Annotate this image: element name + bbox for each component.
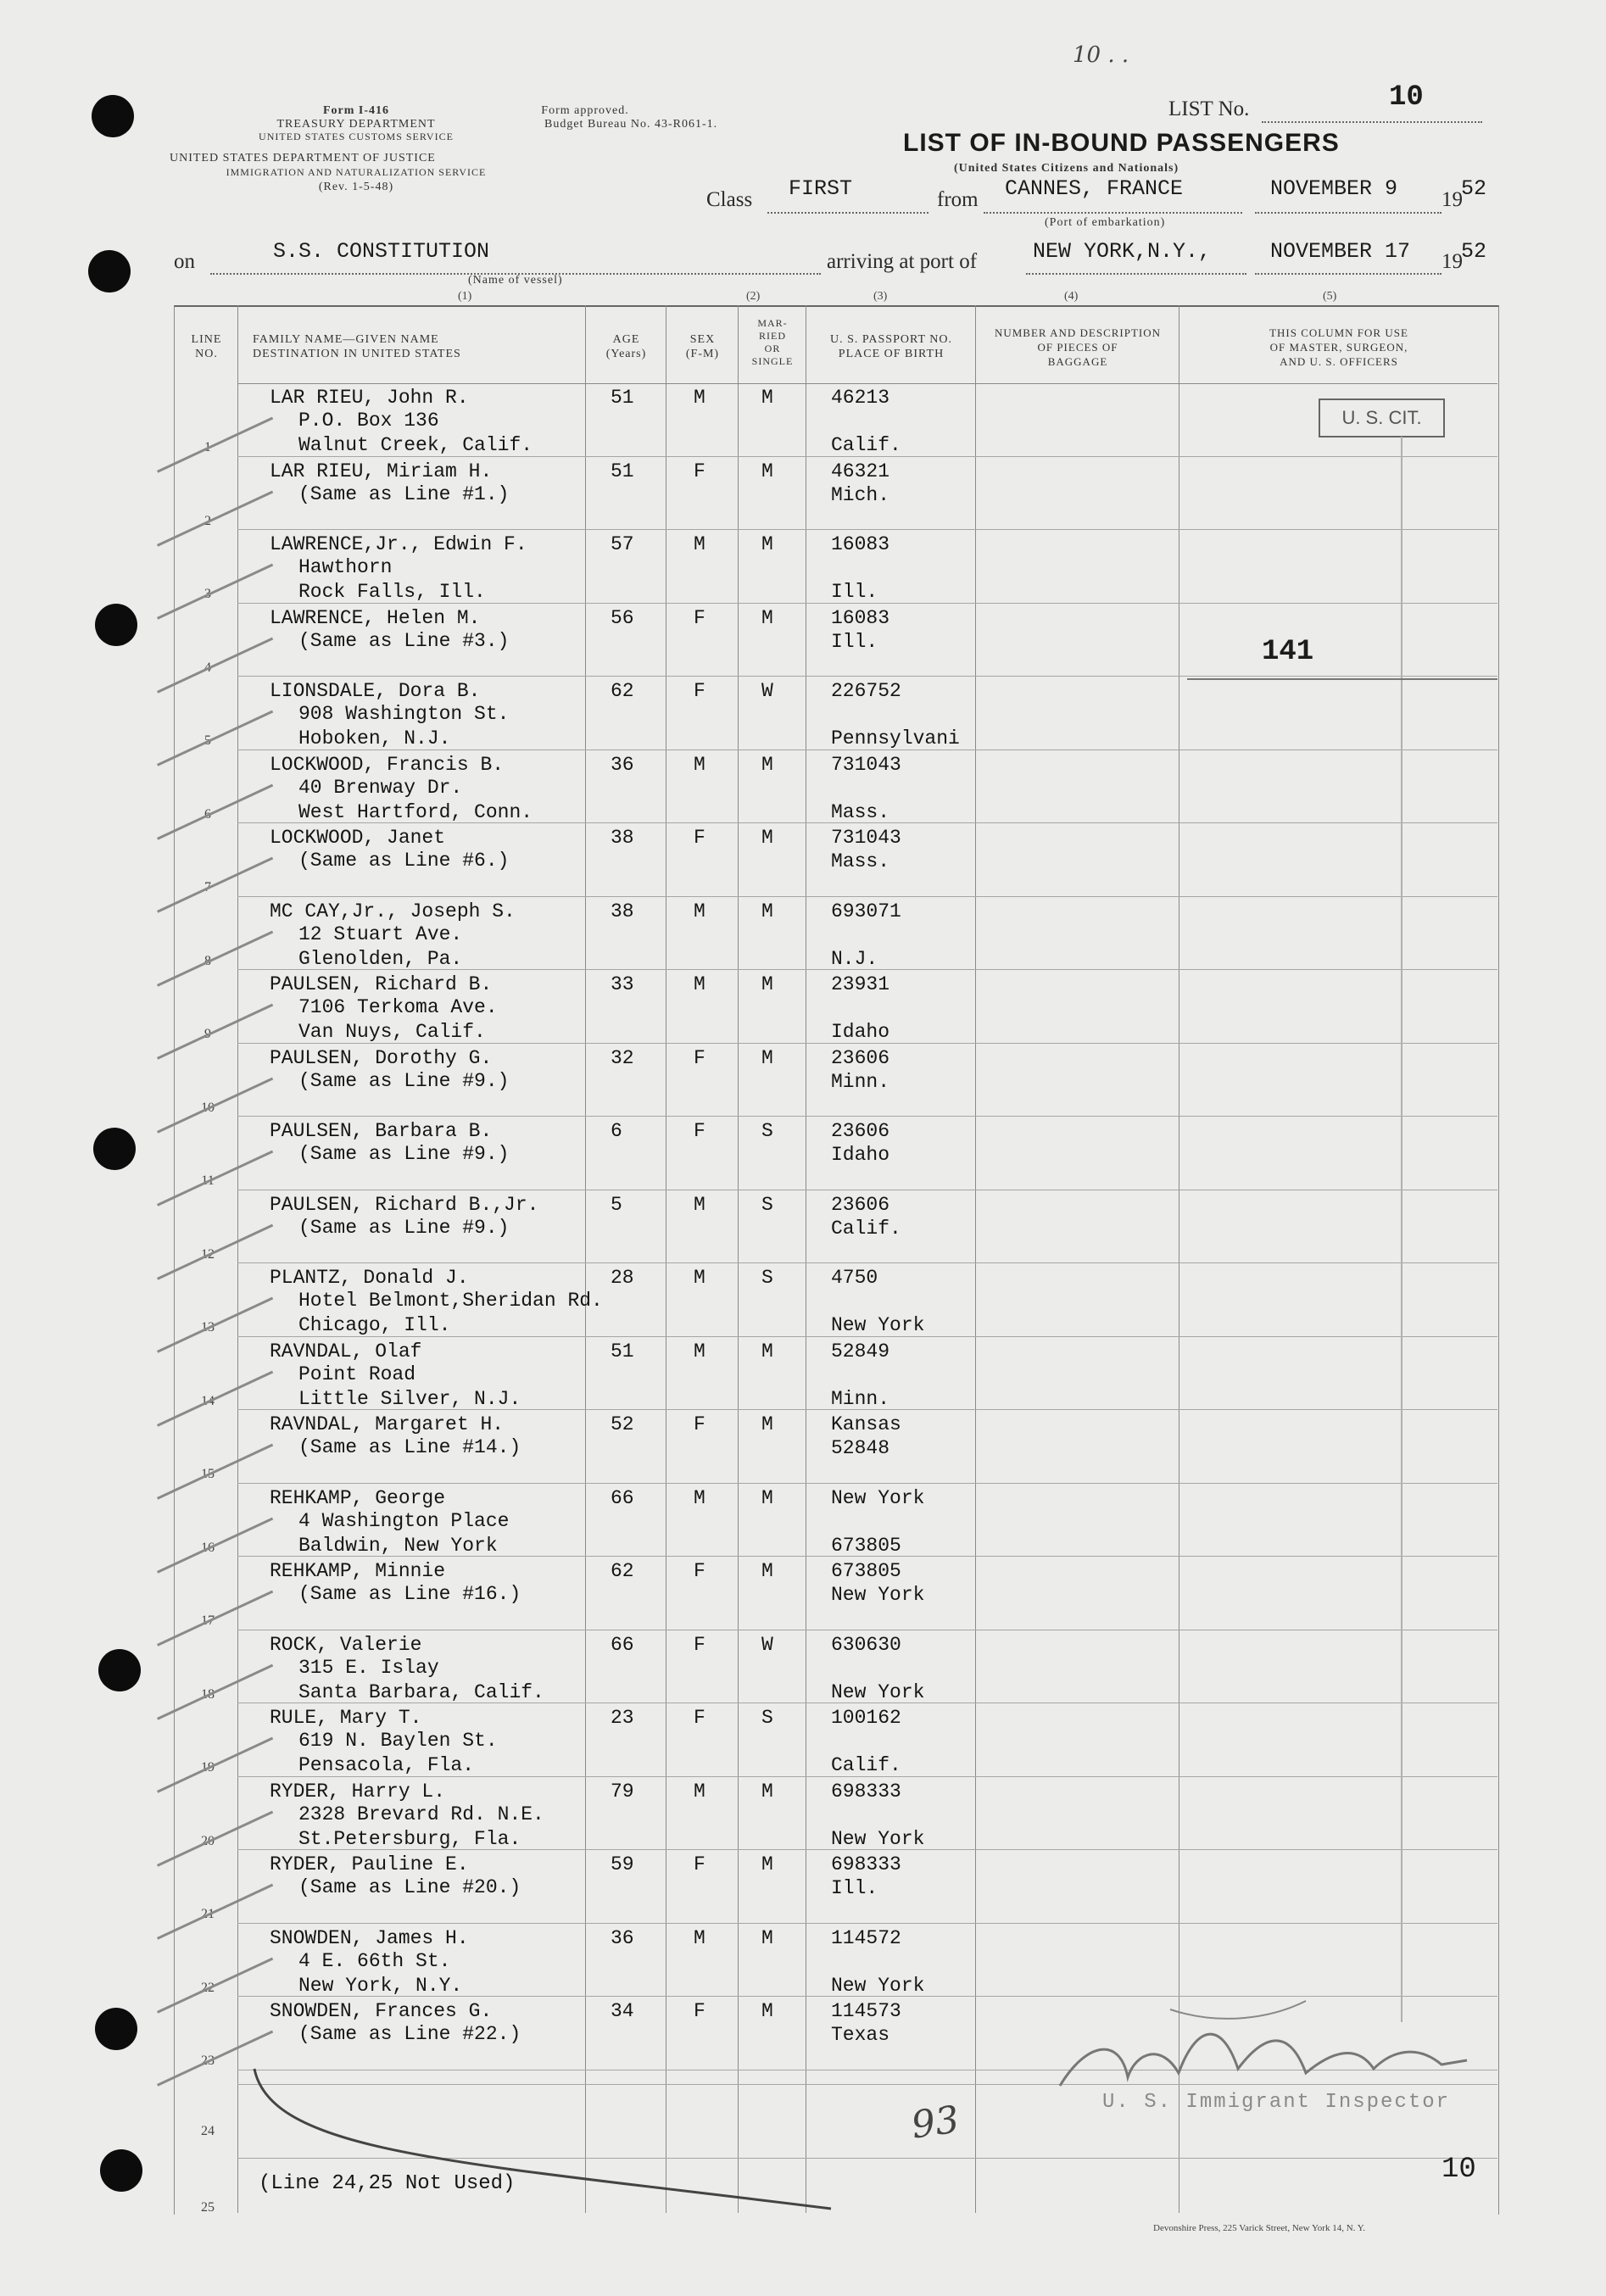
passenger-age: 59 xyxy=(611,1853,634,1875)
class-label: Class xyxy=(706,188,753,211)
line-number: 16 xyxy=(201,1540,215,1555)
col-header-married: MAR- RIED OR SINGLE xyxy=(751,317,794,367)
passenger-birthplace: Mich. xyxy=(831,483,890,506)
row-separator xyxy=(237,529,1497,530)
passenger-marital: M xyxy=(761,1486,773,1509)
passenger-sex: M xyxy=(694,1340,705,1363)
passenger-birthplace: Ill. xyxy=(831,581,878,603)
passenger-name: SNOWDEN, James H. xyxy=(270,1926,469,1949)
passenger-age: 52 xyxy=(611,1413,634,1435)
inspector-signature xyxy=(1051,1992,1475,2103)
passenger-marital: M xyxy=(761,2000,773,2022)
passenger-marital: S xyxy=(761,1193,773,1216)
row-separator xyxy=(237,456,1497,457)
row-separator xyxy=(237,1336,1497,1337)
punch-hole xyxy=(88,250,131,293)
line-number: 3 xyxy=(204,587,211,601)
passenger-marital: W xyxy=(761,1633,773,1656)
passenger-passport: 731043 xyxy=(831,753,901,776)
passenger-sex: F xyxy=(694,1853,705,1875)
passenger-address: 315 E. Islay xyxy=(298,1656,439,1679)
passenger-passport: 16083 xyxy=(831,606,890,629)
passenger-address: Baldwin, New York xyxy=(298,1534,498,1557)
column-number: (1) xyxy=(458,290,472,303)
passenger-address: Pensacola, Fla. xyxy=(298,1754,475,1776)
passenger-name: PAULSEN, Dorothy G. xyxy=(270,1046,493,1069)
line-number: 14 xyxy=(201,1393,215,1408)
passenger-address: 908 Washington St. xyxy=(298,703,510,725)
row-separator xyxy=(237,896,1497,897)
passenger-sex: F xyxy=(694,460,705,482)
col-header-sex: SEX (F-M) xyxy=(685,333,720,360)
col-divider xyxy=(585,305,586,2213)
row-separator xyxy=(237,603,1497,604)
passenger-birthplace: New York xyxy=(831,1974,925,1997)
passenger-marital: M xyxy=(761,606,773,629)
from-line xyxy=(984,212,1242,214)
passenger-address: (Same as Line #20.) xyxy=(298,1876,521,1898)
passenger-sex: M xyxy=(694,1267,705,1289)
passenger-name: REHKAMP, Minnie xyxy=(270,1560,446,1582)
passenger-passport: 100162 xyxy=(831,1707,901,1729)
passenger-birthplace: Mass. xyxy=(831,800,890,823)
passenger-sex: M xyxy=(694,1193,705,1216)
passenger-sex: M xyxy=(694,1780,705,1803)
row-separator xyxy=(237,822,1497,823)
passenger-marital: M xyxy=(761,387,773,409)
passenger-name: RULE, Mary T. xyxy=(270,1707,422,1729)
passenger-passport: 23606 xyxy=(831,1193,890,1216)
passenger-passport: 731043 xyxy=(831,827,901,849)
depart-year: 52 xyxy=(1461,176,1487,201)
line-number: 21 xyxy=(201,1907,215,1921)
line-number: 2 xyxy=(204,513,211,528)
citizenship-stamp xyxy=(1319,398,1445,437)
passenger-birthplace: New York xyxy=(831,1314,925,1336)
passenger-name: LAR RIEU, John R. xyxy=(270,387,469,409)
printer-credit: Devonshire Press, 225 Varick Street, New York 14, N. Y. xyxy=(1153,2223,1366,2233)
passenger-marital: M xyxy=(761,1780,773,1803)
passenger-passport: 114573 xyxy=(831,2000,901,2022)
arrival-port: NEW YORK,N.Y., xyxy=(1033,239,1212,264)
line-number: 9 xyxy=(204,1027,211,1041)
line-number: 23 xyxy=(201,2054,215,2068)
passenger-name: REHKAMP, George xyxy=(270,1486,446,1509)
passenger-sex: F xyxy=(694,1633,705,1656)
passenger-age: 57 xyxy=(611,533,634,555)
passenger-birthplace: 52848 xyxy=(831,1437,890,1459)
passenger-passport: 114572 xyxy=(831,1926,901,1949)
passenger-birthplace: Minn. xyxy=(831,1387,890,1410)
passenger-marital: M xyxy=(761,827,773,849)
passenger-marital: M xyxy=(761,1340,773,1363)
passenger-marital: M xyxy=(761,973,773,995)
passenger-name: PAULSEN, Richard B.,Jr. xyxy=(270,1193,539,1216)
officer-note: 141 xyxy=(1262,636,1314,668)
passenger-address: 4 Washington Place xyxy=(298,1509,510,1532)
passenger-birthplace: Idaho xyxy=(831,1021,890,1043)
passenger-age: 33 xyxy=(611,973,634,995)
embark-caption: (Port of embarkation) xyxy=(1045,216,1166,229)
passenger-birthplace: N.J. xyxy=(831,947,878,970)
column-number: (4) xyxy=(1064,290,1079,303)
passenger-address: (Same as Line #3.) xyxy=(298,629,510,652)
passenger-age: 66 xyxy=(611,1633,634,1656)
passenger-address: West Hartford, Conn. xyxy=(298,800,533,823)
passenger-birthplace: New York xyxy=(831,1827,925,1850)
row-separator xyxy=(237,1556,1497,1557)
passenger-age: 36 xyxy=(611,1926,634,1949)
col-header-officers: THIS COLUMN FOR USE OF MASTER, SURGEON, AND U. S. OFFICERS xyxy=(1269,326,1408,368)
from-label: from xyxy=(937,188,979,211)
passenger-marital: M xyxy=(761,1413,773,1435)
row-separator xyxy=(237,1043,1497,1044)
passenger-address: Glenolden, Pa. xyxy=(298,947,463,970)
passenger-sex: M xyxy=(694,1486,705,1509)
line-number: 22 xyxy=(201,1980,215,1995)
passenger-passport: 46213 xyxy=(831,387,890,409)
class-line xyxy=(767,212,928,214)
passenger-birthplace: Ill. xyxy=(831,1877,878,1899)
passenger-birthplace: New York xyxy=(831,1584,925,1606)
ins-label: IMMIGRATION AND NATURALIZATION SERVICE xyxy=(226,166,487,178)
passenger-age: 79 xyxy=(611,1780,634,1803)
officer-note-line xyxy=(1187,678,1497,680)
punch-hole xyxy=(98,1649,141,1691)
passenger-name: RAVNDAL, Margaret H. xyxy=(270,1413,505,1435)
line-number: 4 xyxy=(204,660,211,675)
passenger-marital: M xyxy=(761,1853,773,1875)
passenger-birthplace: New York xyxy=(831,1680,925,1703)
vessel-caption: (Name of vessel) xyxy=(468,274,563,287)
depart-date-line xyxy=(1255,212,1441,214)
passenger-sex: F xyxy=(694,1413,705,1435)
passenger-age: 66 xyxy=(611,1486,634,1509)
passenger-name: SNOWDEN, Frances G. xyxy=(270,2000,493,2022)
row-separator xyxy=(237,1116,1497,1117)
passenger-sex: F xyxy=(694,2000,705,2022)
passenger-address: 12 Stuart Ave. xyxy=(298,922,463,945)
line-number: 15 xyxy=(201,1467,215,1481)
lines-not-used: (Line 24,25 Not Used) xyxy=(259,2172,516,2195)
form-number: Form I-416 xyxy=(322,104,390,117)
passenger-age: 28 xyxy=(611,1267,634,1289)
line-number: 17 xyxy=(201,1613,215,1628)
passenger-passport: 693071 xyxy=(831,900,901,922)
passenger-passport: 52849 xyxy=(831,1340,890,1363)
justice-label: UNITED STATES DEPARTMENT OF JUSTICE xyxy=(170,152,436,164)
passenger-birthplace: Idaho xyxy=(831,1144,890,1166)
line-number: 13 xyxy=(201,1320,215,1335)
passenger-name: LAR RIEU, Miriam H. xyxy=(270,460,493,482)
col-header-line: LINE NO. xyxy=(191,333,222,360)
passenger-passport: 226752 xyxy=(831,680,901,702)
row-separator xyxy=(237,969,1497,970)
page-title: LIST OF IN-BOUND PASSENGERS xyxy=(903,129,1340,157)
on-label: on xyxy=(174,250,195,273)
passenger-name: RYDER, Harry L. xyxy=(270,1780,446,1803)
line-number: 20 xyxy=(201,1833,215,1848)
row-separator xyxy=(237,1262,1497,1263)
passenger-address: (Same as Line #1.) xyxy=(298,482,510,505)
list-no-line xyxy=(1262,121,1482,123)
passenger-sex: M xyxy=(694,533,705,555)
passenger-birthplace: Minn. xyxy=(831,1070,890,1093)
passenger-sex: F xyxy=(694,606,705,629)
passenger-age: 5 xyxy=(611,1193,622,1216)
passenger-passport: 16083 xyxy=(831,533,890,555)
passenger-sex: M xyxy=(694,387,705,409)
inspector-caption: U. S. Immigrant Inspector xyxy=(1102,2091,1451,2114)
passenger-name: LIONSDALE, Dora B. xyxy=(270,680,481,702)
revision-label: (Rev. 1-5-48) xyxy=(318,181,394,193)
passenger-address: Van Nuys, Calif. xyxy=(298,1021,486,1043)
passenger-age: 51 xyxy=(611,460,634,482)
line-number: 25 xyxy=(201,2200,215,2215)
passenger-address: Santa Barbara, Calif. xyxy=(298,1680,544,1703)
passenger-marital: M xyxy=(761,753,773,776)
passenger-age: 56 xyxy=(611,606,634,629)
passenger-address: 2328 Brevard Rd. N.E. xyxy=(298,1803,544,1825)
col-divider xyxy=(738,305,739,2213)
line-number: 19 xyxy=(201,1760,215,1775)
arrival-port-line xyxy=(1026,273,1246,275)
list-no-value: 10 xyxy=(1389,81,1424,114)
line-number: 12 xyxy=(201,1246,215,1262)
passenger-marital: M xyxy=(761,1926,773,1949)
passenger-sex: F xyxy=(694,1120,705,1142)
punch-hole xyxy=(93,1128,136,1170)
passenger-age: 6 xyxy=(611,1120,622,1142)
pen-stroke xyxy=(246,2052,839,2221)
passenger-passport: 23931 xyxy=(831,973,890,995)
passenger-age: 23 xyxy=(611,1707,634,1729)
passenger-age: 36 xyxy=(611,753,634,776)
passenger-passport: New York xyxy=(831,1486,925,1509)
passenger-birthplace: Ill. xyxy=(831,630,878,653)
passenger-name: RAVNDAL, Olaf xyxy=(270,1340,422,1363)
passenger-sex: F xyxy=(694,1560,705,1582)
passenger-passport: 23606 xyxy=(831,1120,890,1142)
line-number: 1 xyxy=(204,440,211,454)
passenger-passport: 46321 xyxy=(831,460,890,482)
passenger-address: (Same as Line #6.) xyxy=(298,850,510,872)
treasury-label: TREASURY DEPARTMENT xyxy=(276,118,436,131)
from-value: CANNES, FRANCE xyxy=(1005,176,1184,201)
passenger-marital: W xyxy=(761,680,773,702)
passenger-passport: 698333 xyxy=(831,1780,901,1803)
passenger-passport: Kansas xyxy=(831,1413,901,1435)
passenger-birthplace: Texas xyxy=(831,2024,890,2046)
passenger-address: Walnut Creek, Calif. xyxy=(298,434,533,456)
row-separator xyxy=(237,1702,1497,1703)
passenger-address: (Same as Line #9.) xyxy=(298,1216,510,1239)
passenger-marital: M xyxy=(761,900,773,922)
passenger-marital: M xyxy=(761,1560,773,1582)
col-divider xyxy=(237,305,238,2213)
passenger-marital: S xyxy=(761,1707,773,1729)
arrival-year: 52 xyxy=(1461,239,1487,264)
passenger-age: 51 xyxy=(611,1340,634,1363)
arrival-year-prefix: 19 xyxy=(1441,250,1463,273)
passenger-passport: 673805 xyxy=(831,1560,901,1582)
vessel-name: S.S. CONSTITUTION xyxy=(273,239,490,264)
passenger-age: 38 xyxy=(611,827,634,849)
passenger-name: LAWRENCE, Helen M. xyxy=(270,606,481,629)
passenger-name: ROCK, Valerie xyxy=(270,1633,422,1656)
row-separator xyxy=(237,1483,1497,1484)
column-number: (3) xyxy=(873,290,888,303)
passenger-name: LOCKWOOD, Francis B. xyxy=(270,753,505,776)
line-number: 10 xyxy=(201,1100,215,1115)
col-header-age: AGE (Years) xyxy=(605,333,647,360)
passenger-address: 619 N. Baylen St. xyxy=(298,1730,498,1752)
passenger-age: 62 xyxy=(611,1560,634,1582)
passenger-name: RYDER, Pauline E. xyxy=(270,1853,469,1875)
punch-hole xyxy=(92,95,134,137)
passenger-name: PLANTZ, Donald J. xyxy=(270,1267,469,1289)
passenger-marital: M xyxy=(761,1046,773,1069)
passenger-address: (Same as Line #22.) xyxy=(298,2023,521,2045)
passenger-address: (Same as Line #14.) xyxy=(298,1436,521,1458)
arriving-label: arriving at port of xyxy=(827,250,978,273)
passenger-birthplace: Mass. xyxy=(831,850,890,872)
passenger-birthplace: Calif. xyxy=(831,1754,901,1776)
row-separator xyxy=(237,1849,1497,1850)
page-subtitle: (United States Citizens and Nationals) xyxy=(954,162,1179,175)
passenger-sex: F xyxy=(694,1046,705,1069)
passenger-name: LAWRENCE,Jr., Edwin F. xyxy=(270,533,527,555)
row-separator xyxy=(237,1776,1497,1777)
col-divider xyxy=(975,305,976,2213)
passenger-address: Point Road xyxy=(298,1363,416,1385)
column-number: (5) xyxy=(1323,290,1337,303)
handwritten-note: 93 xyxy=(908,2098,962,2148)
passenger-age: 38 xyxy=(611,900,634,922)
passenger-address: 7106 Terkoma Ave. xyxy=(298,996,498,1018)
passenger-passport: 23606 xyxy=(831,1046,890,1069)
punch-hole xyxy=(95,2008,137,2050)
line-number: 7 xyxy=(204,880,211,894)
passenger-address: Hotel Belmont,Sheridan Rd. xyxy=(298,1290,603,1312)
depart-date: NOVEMBER 9 xyxy=(1270,176,1398,201)
page-number: 10 xyxy=(1441,2154,1476,2186)
passenger-age: 34 xyxy=(611,2000,634,2022)
passenger-marital: S xyxy=(761,1120,773,1142)
passenger-address: (Same as Line #9.) xyxy=(298,1069,510,1092)
stamp-guide-line xyxy=(1401,437,1402,2022)
passenger-address: (Same as Line #9.) xyxy=(298,1143,510,1165)
handwritten-corner-mark: 10 . . xyxy=(1073,42,1129,68)
passenger-sex: M xyxy=(694,973,705,995)
passenger-address: Rock Falls, Ill. xyxy=(298,581,486,603)
passenger-age: 62 xyxy=(611,680,634,702)
line-number: 8 xyxy=(204,953,211,968)
passenger-passport: 630630 xyxy=(831,1633,901,1656)
column-number: (2) xyxy=(746,290,761,303)
passenger-age: 51 xyxy=(611,387,634,409)
citizenship-stamp-text: U. S. CIT. xyxy=(1341,407,1422,428)
punch-hole xyxy=(100,2149,142,2192)
line-number: 6 xyxy=(204,806,211,822)
passenger-address: 40 Brenway Dr. xyxy=(298,776,463,799)
passenger-address: Hoboken, N.J. xyxy=(298,727,451,750)
depart-year-prefix: 19 xyxy=(1441,188,1463,211)
passenger-address: 4 E. 66th St. xyxy=(298,1949,451,1972)
passenger-address: Hawthorn xyxy=(298,556,393,578)
arrival-date: NOVEMBER 17 xyxy=(1270,239,1411,264)
passenger-address: P.O. Box 136 xyxy=(298,410,439,432)
passenger-address: New York, N.Y. xyxy=(298,1974,463,1997)
row-separator xyxy=(237,1409,1497,1410)
passenger-age: 32 xyxy=(611,1046,634,1069)
budget-bureau: Budget Bureau No. 43-R061-1. xyxy=(544,118,718,131)
passenger-sex: M xyxy=(694,1926,705,1949)
col-header-baggage: NUMBER AND DESCRIPTION OF PIECES OF BAGGAGE xyxy=(994,326,1162,368)
line-number: 11 xyxy=(201,1173,215,1188)
passenger-marital: S xyxy=(761,1267,773,1289)
line-number: 5 xyxy=(204,733,211,748)
passenger-name: PAULSEN, Richard B. xyxy=(270,973,493,995)
passenger-address: Little Silver, N.J. xyxy=(298,1387,521,1410)
col-header-name: FAMILY NAME—GIVEN NAME DESTINATION IN UNITED STATES xyxy=(253,333,461,360)
passenger-passport: 4750 xyxy=(831,1267,878,1289)
passenger-birthplace: Pennsylvani xyxy=(831,727,960,750)
passenger-marital: M xyxy=(761,460,773,482)
col-header-passport: U. S. PASSPORT NO. PLACE OF BIRTH xyxy=(830,333,952,360)
passenger-sex: F xyxy=(694,827,705,849)
arrival-date-line xyxy=(1255,273,1441,275)
passenger-sex: F xyxy=(694,1707,705,1729)
class-value: FIRST xyxy=(789,176,853,201)
punch-hole xyxy=(95,604,137,646)
line-number: 18 xyxy=(201,1686,215,1702)
row-separator xyxy=(237,676,1497,677)
passenger-address: St.Petersburg, Fla. xyxy=(298,1827,521,1850)
header-separator xyxy=(237,383,1497,384)
passenger-sex: M xyxy=(694,753,705,776)
form-approved: Form approved. xyxy=(541,104,629,117)
customs-label: UNITED STATES CUSTOMS SERVICE xyxy=(259,131,454,142)
passenger-marital: M xyxy=(761,533,773,555)
passenger-name: MC CAY,Jr., Joseph S. xyxy=(270,900,516,922)
passenger-name: LOCKWOOD, Janet xyxy=(270,827,446,849)
passenger-birthplace: Calif. xyxy=(831,434,901,456)
passenger-birthplace: 673805 xyxy=(831,1534,901,1557)
passenger-sex: F xyxy=(694,680,705,702)
list-no-label: LIST No. xyxy=(1168,98,1250,120)
passenger-sex: M xyxy=(694,900,705,922)
row-separator xyxy=(237,1923,1497,1924)
passenger-address: Chicago, Ill. xyxy=(298,1314,451,1336)
line-number: 24 xyxy=(201,2124,215,2138)
passenger-address: (Same as Line #16.) xyxy=(298,1583,521,1605)
passenger-birthplace: Calif. xyxy=(831,1217,901,1240)
passenger-passport: 698333 xyxy=(831,1853,901,1875)
passenger-name: PAULSEN, Barbara B. xyxy=(270,1120,493,1142)
